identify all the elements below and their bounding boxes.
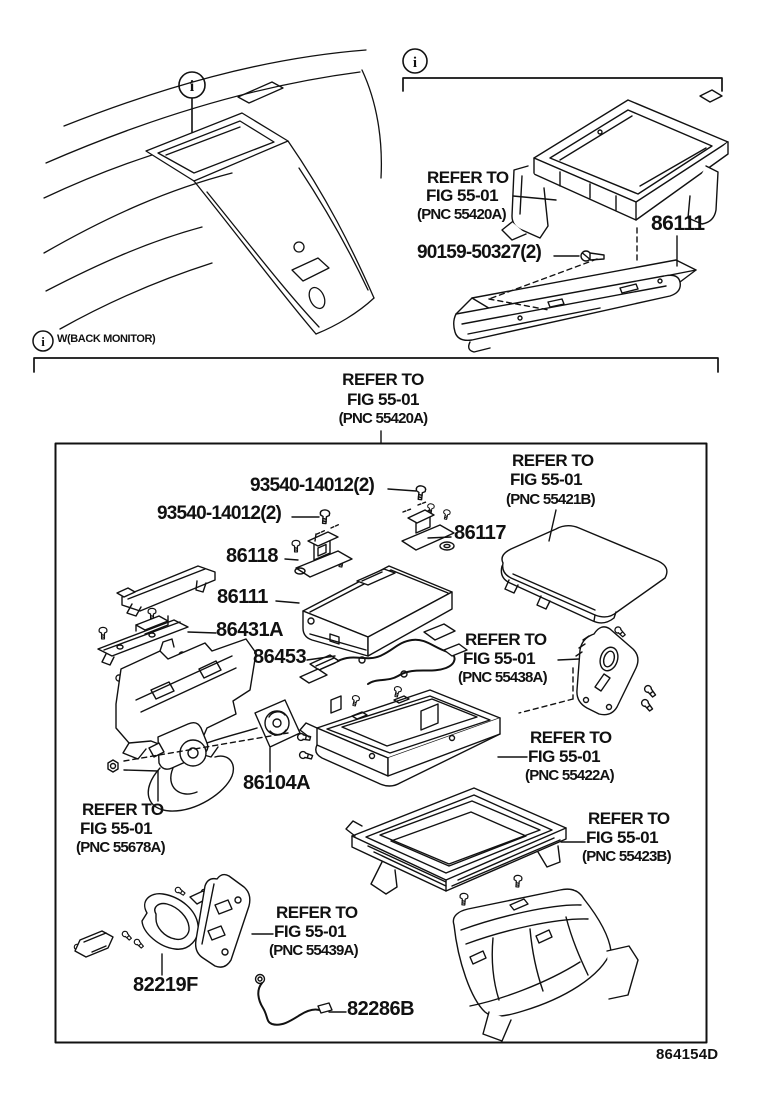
note-55422a-line1: REFER TO: [530, 728, 612, 747]
label-86118: 86118: [226, 545, 279, 567]
note-55439a-line1: REFER TO: [276, 903, 358, 922]
inset-note-line1: REFER TO: [427, 168, 509, 187]
slat-art: [117, 566, 215, 616]
inset-callout: [403, 49, 427, 73]
note-55678a-line2: FIG 55-01: [80, 819, 153, 838]
lower-panel-art: [453, 889, 638, 1041]
variant-note: W(BACK MONITOR): [57, 333, 156, 345]
variant-callout-symbol: i: [41, 334, 45, 349]
inset-note-line2: FIG 55-01: [426, 186, 499, 205]
note-55678a-line1: REFER TO: [82, 800, 164, 819]
figure-code: 864154D: [656, 1046, 719, 1063]
label-93540-a: 93540-14012(2): [250, 475, 375, 496]
cable-82286b-art: [256, 975, 333, 1025]
note-55439a-line3: (PNC 55439A): [269, 942, 358, 959]
main-top-note-line2: FIG 55-01: [346, 390, 420, 409]
motor-cable-art: [148, 723, 257, 811]
label-86453: 86453: [253, 646, 307, 668]
label-86431a: 86431A: [216, 619, 284, 641]
tray-55422a-art: [300, 690, 500, 786]
frame-55423b-art: [346, 788, 566, 894]
dashboard-callout: [179, 72, 205, 132]
label-93540-b: 93540-14012(2): [157, 503, 282, 524]
note-55421b-line3: (PNC 55421B): [506, 491, 595, 508]
note-55438a-line3: (PNC 55438A): [458, 669, 547, 686]
note-55423b-line1: REFER TO: [588, 809, 670, 828]
fan-86104a-art: [255, 700, 300, 747]
hex-nut-art: [108, 760, 118, 772]
note-55438a-line1: REFER TO: [465, 630, 547, 649]
bracket-86117-art: [402, 502, 454, 550]
label-82286b: 82286B: [347, 998, 415, 1020]
label-86104a: 86104A: [243, 772, 311, 794]
bracket-86118-art: [295, 524, 352, 577]
note-55678a-line3: (PNC 55678A): [76, 839, 165, 856]
dashboard-sketch: [44, 50, 381, 334]
note-55423b-line3: (PNC 55423B): [582, 848, 671, 865]
label-86111: 86111: [217, 586, 268, 608]
main-top-note-line3: (PNC 55420A): [338, 410, 428, 427]
panel-55438a-art: [576, 627, 638, 715]
inset-callout-symbol: i: [412, 55, 418, 71]
panel-55439a-art: [196, 875, 250, 968]
label-90159-50327: 90159-50327(2): [417, 242, 542, 263]
main-top-note-line1: REFER TO: [342, 370, 424, 389]
note-55421b-line2: FIG 55-01: [510, 470, 583, 489]
note-55423b-line2: FIG 55-01: [586, 828, 659, 847]
inset-note-line3: (PNC 55420A): [417, 206, 506, 223]
lid-55421b-art: [501, 526, 667, 623]
inset-head-unit-art: [454, 260, 696, 352]
label-86117: 86117: [454, 522, 507, 544]
note-55439a-line2: FIG 55-01: [274, 922, 347, 941]
inset-bracket: [403, 78, 722, 91]
label-82219f: 82219F: [133, 974, 198, 996]
note-55422a-line3: (PNC 55422A): [525, 767, 614, 784]
main-top-note: [318, 371, 448, 426]
variant-callout: [33, 331, 53, 351]
note-55438a-line2: FIG 55-01: [463, 649, 536, 668]
inset-screw-art: [581, 251, 604, 261]
note-55421b-line1: REFER TO: [512, 451, 594, 470]
note-55422a-line2: FIG 55-01: [528, 747, 601, 766]
dashboard-callout-symbol: i: [189, 78, 195, 95]
label-86111-inset: 86111: [651, 212, 705, 235]
